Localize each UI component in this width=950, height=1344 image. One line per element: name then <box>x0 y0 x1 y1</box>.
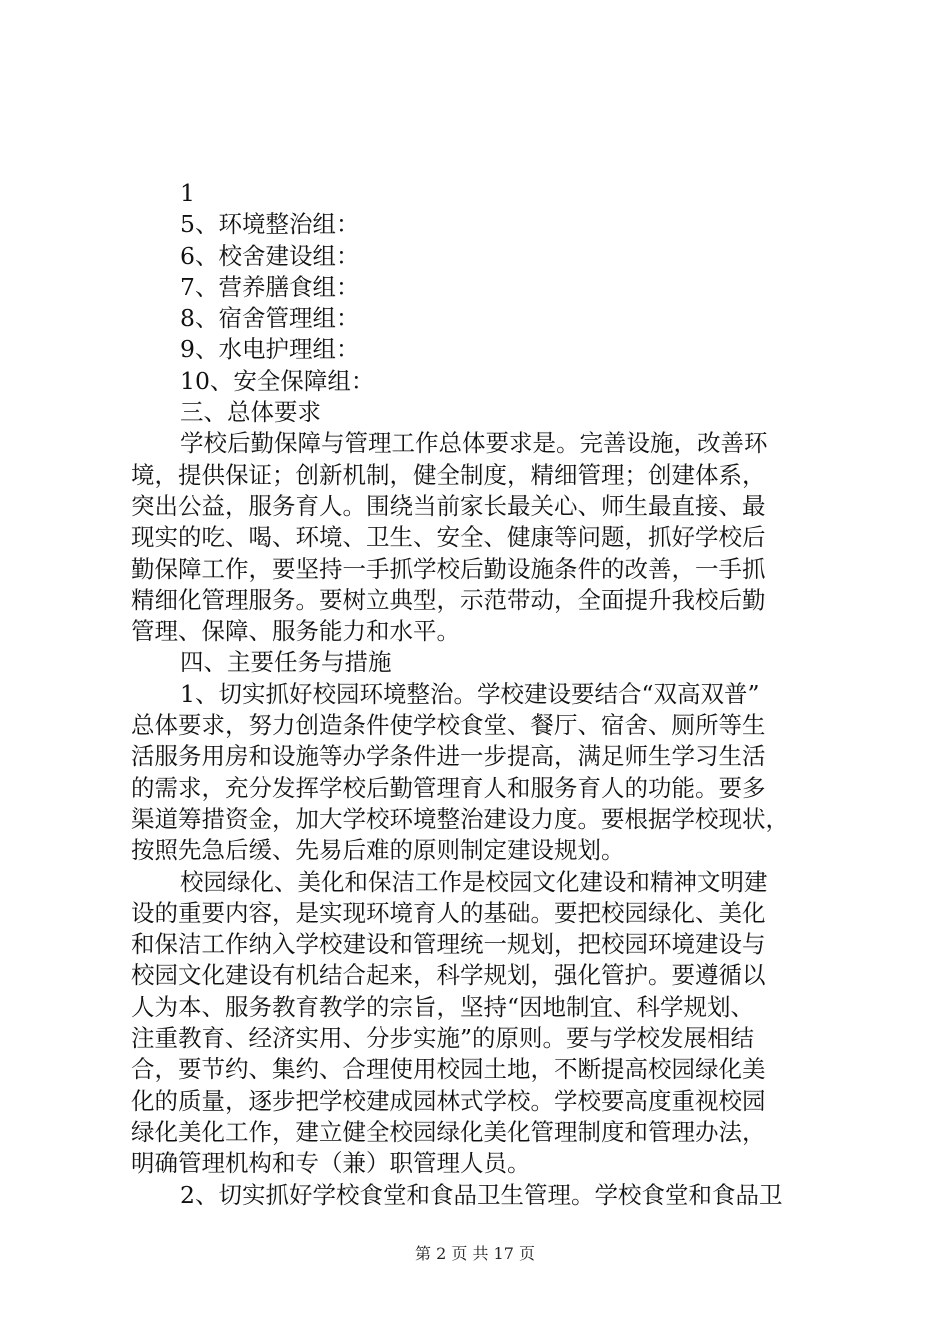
text-line: 按照先急后缓、先易后难的原则制定建设规划。 <box>131 836 625 865</box>
text-line: 化的质量，逐步把学校建成园林式学校。学校要高度重视校园 <box>131 1086 766 1115</box>
text-line: 设的重要内容，是实现环境育人的基础。要把校园绿化、美化 <box>131 898 766 927</box>
text-line: 管理、保障、服务能力和水平。 <box>131 617 460 646</box>
text-line: 校园绿化、美化和保洁工作是校园文化建设和精神文明建 <box>180 867 768 896</box>
text-line: 境，提供保证；创新机制，健全制度，精细管理；创建体系， <box>131 460 766 489</box>
page-footer: 第 2 页 共 17 页 <box>415 1244 535 1263</box>
text-line: 10、安全保障组： <box>180 366 375 395</box>
text-line: 勤保障工作，要坚持一手抓学校后勤设施条件的改善，一手抓 <box>131 554 766 583</box>
text-line: 总体要求，努力创造条件使学校食堂、餐厅、宿舍、厕所等生 <box>131 711 766 740</box>
text-line: 5、环境整治组： <box>180 210 360 239</box>
text-line: 绿化美化工作，建立健全校园绿化美化管理制度和管理办法， <box>131 1117 766 1146</box>
text-line: 2、切实抓好学校食堂和食品卫生管理。学校食堂和食品卫 <box>180 1180 783 1209</box>
text-line: 现实的吃、喝、环境、卫生、安全、健康等问题，抓好学校后 <box>131 523 766 552</box>
text-line: 三、总体要求 <box>180 398 321 427</box>
text-line: 四、主要任务与措施 <box>180 648 392 677</box>
text-line: 合，要节约、集约、合理使用校园土地，不断提高校园绿化美 <box>131 1055 766 1084</box>
text-line: 9、水电护理组： <box>180 335 360 364</box>
text-line: 1 <box>180 179 195 207</box>
text-line: 和保洁工作纳入学校建设和管理统一规划，把校园环境建设与 <box>131 930 766 959</box>
text-line: 6、校舍建设组： <box>180 241 360 270</box>
text-line: 7、营养膳食组： <box>180 272 360 301</box>
text-line: 活服务用房和设施等办学条件进一步提高，满足师生学习生活 <box>131 742 766 771</box>
text-line: 人为本、服务教育教学的宗旨，坚持“因地制宜、科学规划、 <box>131 992 755 1021</box>
text-line: 注重教育、经济实用、分步实施”的原则。要与学校发展相结 <box>131 1024 755 1053</box>
text-line: 精细化管理服务。要树立典型，示范带动，全面提升我校后勤 <box>131 585 766 614</box>
document-body <box>131 178 831 1211</box>
text-line: 明确管理机构和专（兼）职管理人员。 <box>131 1149 531 1178</box>
text-line: 1、切实抓好校园环境整治。学校建设要结合“双高双普” <box>180 679 760 708</box>
text-line: 校园文化建设有机结合起来，科学规划，强化管护。要遵循以 <box>131 961 766 990</box>
text-line: 8、宿舍管理组： <box>180 304 360 333</box>
text-line: 的需求，充分发挥学校后勤管理育人和服务育人的功能。要多 <box>131 773 766 802</box>
text-line: 突出公益，服务育人。围绕当前家长最关心、师生最直接、最 <box>131 491 766 520</box>
text-line: 学校后勤保障与管理工作总体要求是。完善设施，改善环 <box>180 429 768 458</box>
text-line: 渠道筹措资金，加大学校环境整治建设力度。要根据学校现状， <box>131 804 789 833</box>
